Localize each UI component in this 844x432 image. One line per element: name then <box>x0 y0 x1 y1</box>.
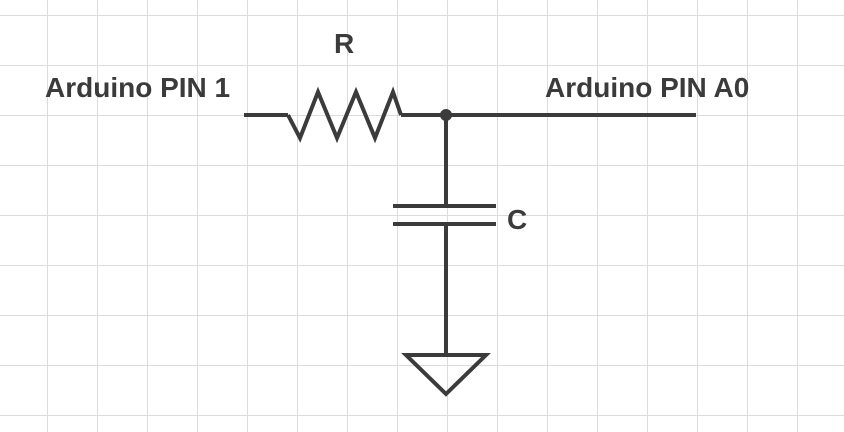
junction-dot <box>440 109 452 121</box>
input-pin-label: Arduino PIN 1 <box>45 72 231 103</box>
resistor-symbol <box>288 92 401 138</box>
capacitor-label: C <box>507 204 528 235</box>
resistor-label: R <box>334 28 355 59</box>
ground-symbol <box>406 355 486 394</box>
output-pin-label: Arduino PIN A0 <box>545 72 750 103</box>
